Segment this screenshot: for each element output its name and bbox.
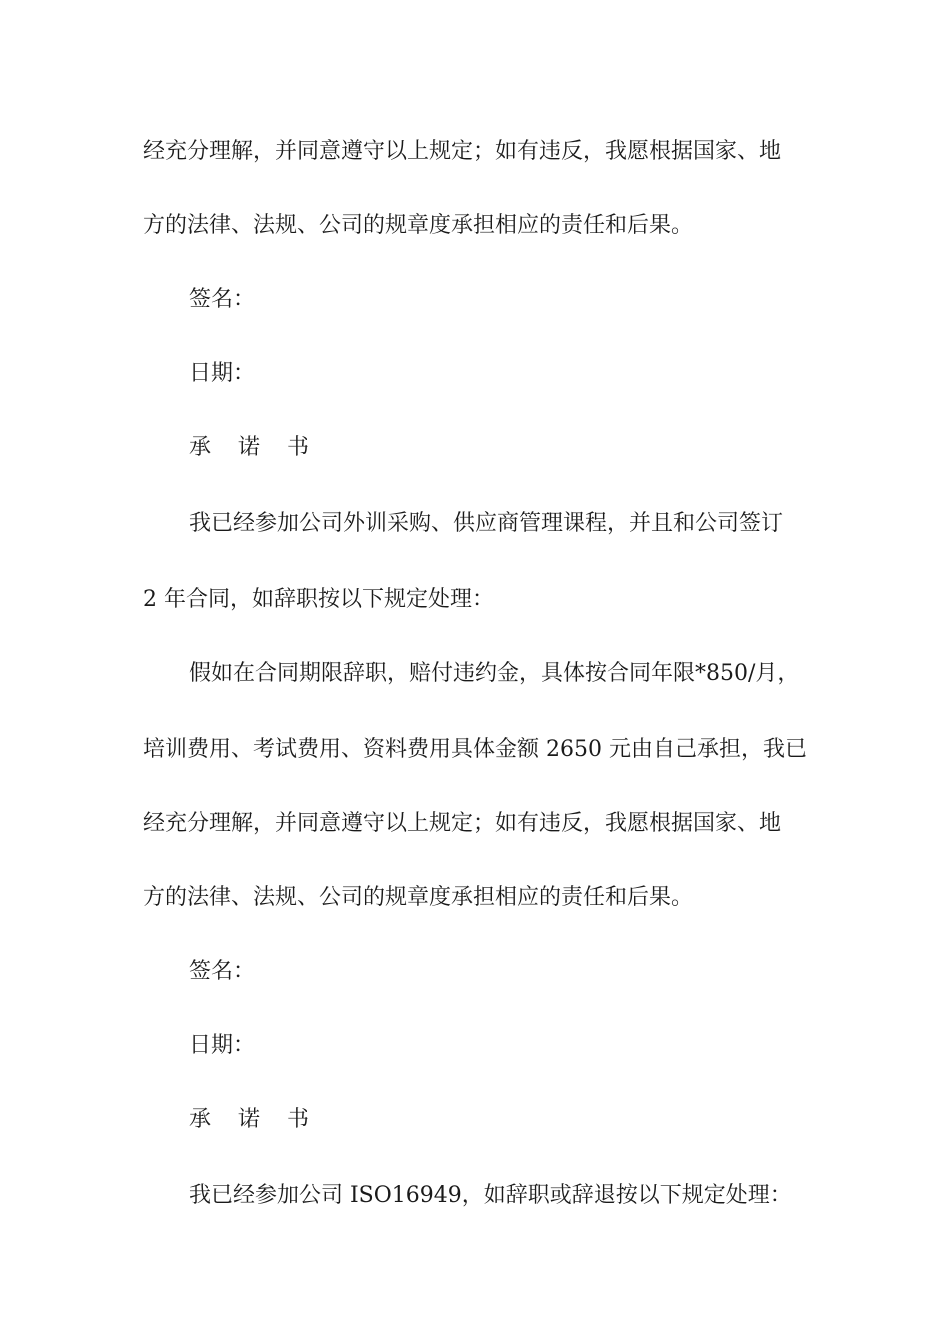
paragraph-line: 假如在合同期限辞职，赔付违约金，具体按合同年限*850/月， <box>189 661 800 686</box>
paragraph-line: 方的法律、法规、公司的规章度承担相应的责任和后果。 <box>143 885 694 910</box>
paragraph-line: 方的法律、法规、公司的规章度承担相应的责任和后果。 <box>143 213 694 238</box>
date-label: 日期： <box>189 1033 256 1058</box>
signature-label: 签名： <box>189 287 256 312</box>
paragraph-line: 经充分理解，并同意遵守以上规定；如有违反，我愿根据国家、地 <box>143 139 782 164</box>
section-title: 承 诺 书 <box>189 435 319 460</box>
paragraph-line: 2 年合同，如辞职按以下规定处理： <box>143 587 494 612</box>
paragraph-line: 培训费用、考试费用、资料费用具体金额 2650 元由自己承担，我已 <box>143 737 807 762</box>
signature-label: 签名： <box>189 959 256 984</box>
section-title: 承 诺 书 <box>189 1107 319 1132</box>
paragraph-line: 我已经参加公司外训采购、供应商管理课程，并且和公司签订 <box>189 511 784 536</box>
paragraph-line: 我已经参加公司 ISO16949，如辞职或辞退按以下规定处理： <box>189 1183 792 1208</box>
date-label: 日期： <box>189 361 256 386</box>
paragraph-line: 经充分理解，并同意遵守以上规定；如有违反，我愿根据国家、地 <box>143 811 782 836</box>
